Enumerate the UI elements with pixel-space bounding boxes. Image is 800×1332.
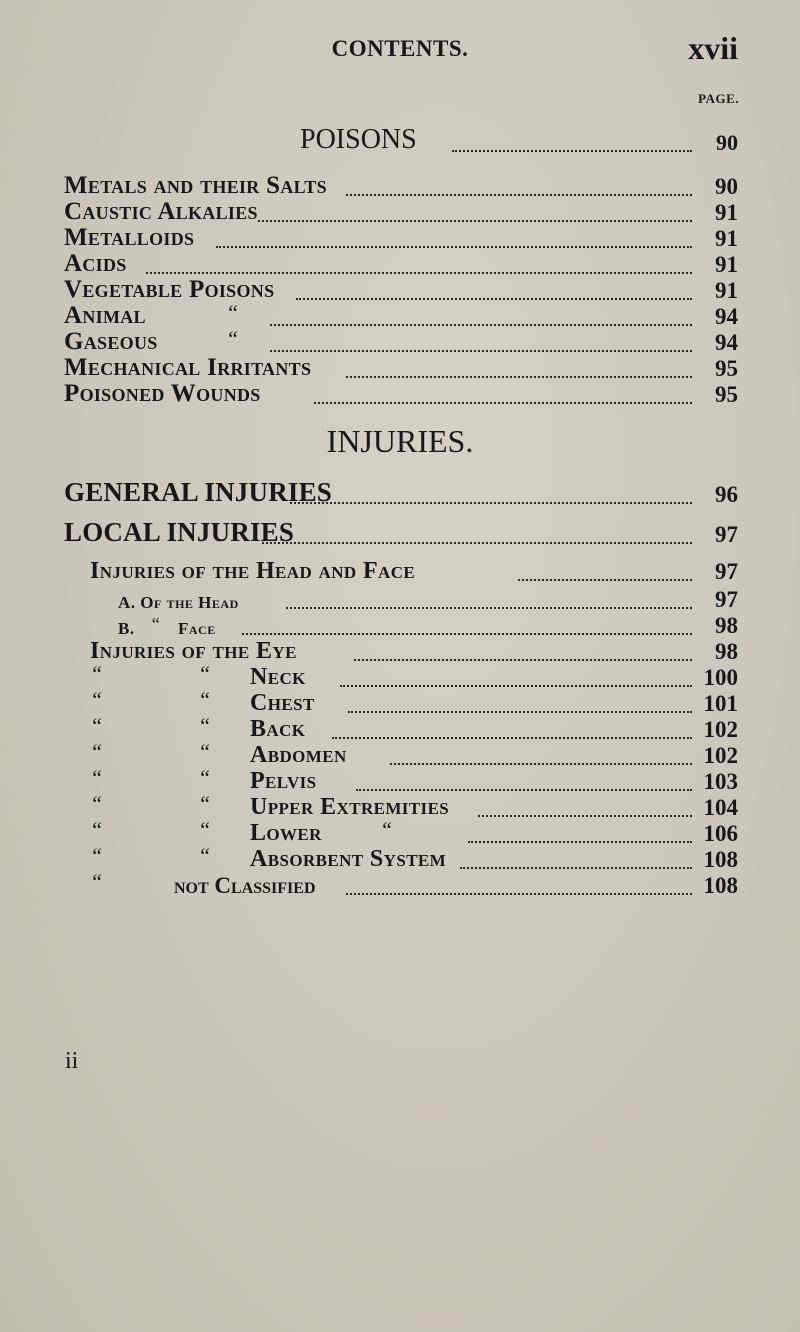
ditto-mark: “: [90, 843, 103, 868]
page-ref: 94: [715, 304, 738, 329]
page-ref: 91: [715, 226, 738, 251]
ditto-mark: “: [198, 713, 211, 738]
leader-dots: [518, 579, 692, 581]
ditto-mark: “: [90, 791, 103, 816]
running-title: CONTENTS.: [331, 36, 469, 61]
entry-label: Chest: [250, 690, 315, 716]
entry-label: Upper Extremities: [250, 794, 450, 820]
page-ref: 98: [715, 613, 738, 638]
entry-label: Absorbent System: [250, 846, 447, 872]
ditto-mark: “: [198, 817, 211, 842]
ditto-mark: “: [380, 817, 393, 842]
page-ref: 94: [715, 330, 738, 355]
entry-label: Metalloids: [64, 224, 195, 251]
entry-label: Abdomen: [250, 742, 347, 768]
ditto-mark: “: [90, 661, 103, 686]
page-ref: 100: [703, 665, 738, 690]
entry-label: Back: [250, 716, 306, 742]
page-ref: 102: [703, 717, 738, 742]
entry-label: Pelvis: [250, 768, 317, 794]
entry-prefix: B.: [118, 619, 135, 638]
entry-label: not Classified: [174, 873, 316, 898]
toc-entry: [0, 869, 800, 901]
ditto-mark: “: [150, 614, 161, 634]
page-column-label: PAGE.: [698, 91, 739, 106]
ditto-mark: “: [226, 300, 239, 325]
section-title-poisons: POISONS: [300, 124, 417, 155]
page-ref: 101: [703, 691, 738, 716]
entry-label: Neck: [250, 664, 306, 690]
page-ref: 91: [715, 252, 738, 277]
signature-mark: ii: [65, 1048, 79, 1074]
ditto-mark: “: [198, 739, 211, 764]
entry-label: Poisoned Wounds: [64, 380, 261, 407]
entry-label: Gaseous: [64, 328, 158, 355]
entry-label: GENERAL INJURIES: [64, 477, 333, 507]
entry-label: A. Of the Head: [118, 593, 239, 612]
entry-label: Caustic Alkalies: [64, 198, 258, 225]
ditto-mark: “: [90, 713, 103, 738]
entry-label: Vegetable Poisons: [64, 276, 275, 303]
ditto-mark: “: [226, 326, 239, 351]
leader-dots: [346, 893, 692, 895]
entry-label: LOCAL INJURIES: [64, 517, 295, 547]
page-ref: 90: [716, 130, 738, 155]
page-ref: 108: [703, 873, 738, 898]
page-ref: 98: [715, 639, 738, 664]
page-ref: 91: [715, 200, 738, 225]
page-number: xvii: [688, 30, 738, 66]
page-ref: 95: [715, 356, 738, 381]
page-ref: 104: [703, 795, 738, 820]
page-ref: 95: [715, 382, 738, 407]
ditto-mark: “: [90, 817, 103, 842]
ditto-mark: “: [198, 843, 211, 868]
page-ref: 97: [715, 522, 738, 547]
entry-label: Acids: [64, 250, 127, 277]
ditto-mark: “: [198, 791, 211, 816]
leader-dots: [262, 542, 692, 544]
entry-label: Animal: [64, 302, 146, 329]
toc-entry-poisons: [0, 118, 800, 158]
page-ref: 102: [703, 743, 738, 768]
page-ref: 91: [715, 278, 738, 303]
entry-label: Face: [178, 619, 216, 638]
page-ref: 106: [703, 821, 738, 846]
toc-entry: [0, 378, 800, 410]
page-ref: 96: [715, 482, 738, 507]
leader-dots: [290, 502, 692, 504]
toc-entry-general-injuries: [0, 474, 800, 510]
leader-dots: [452, 150, 692, 152]
ditto-mark: “: [90, 765, 103, 790]
leader-dots: [314, 402, 692, 404]
entry-label: Lower: [250, 820, 322, 846]
page-ref: 103: [703, 769, 738, 794]
ditto-mark: “: [198, 661, 211, 686]
ditto-mark: “: [198, 765, 211, 790]
entry-label: Metals and their Salts: [64, 172, 327, 199]
page-ref: 97: [715, 587, 738, 612]
page-ref: 108: [703, 847, 738, 872]
page-ref: 90: [715, 174, 738, 199]
ditto-mark: “: [90, 739, 103, 764]
ditto-mark: “: [90, 687, 103, 712]
entry-label: Injuries of the Eye: [90, 638, 297, 664]
page-ref: 97: [715, 559, 738, 584]
toc-entry-local-injuries: [0, 514, 800, 550]
ditto-mark: “: [198, 687, 211, 712]
entry-label: Injuries of the Head and Face: [90, 558, 416, 584]
ditto-mark: “: [90, 869, 103, 894]
section-title-injuries: INJURIES.: [326, 423, 474, 459]
entry-label: Mechanical Irritants: [64, 354, 312, 381]
